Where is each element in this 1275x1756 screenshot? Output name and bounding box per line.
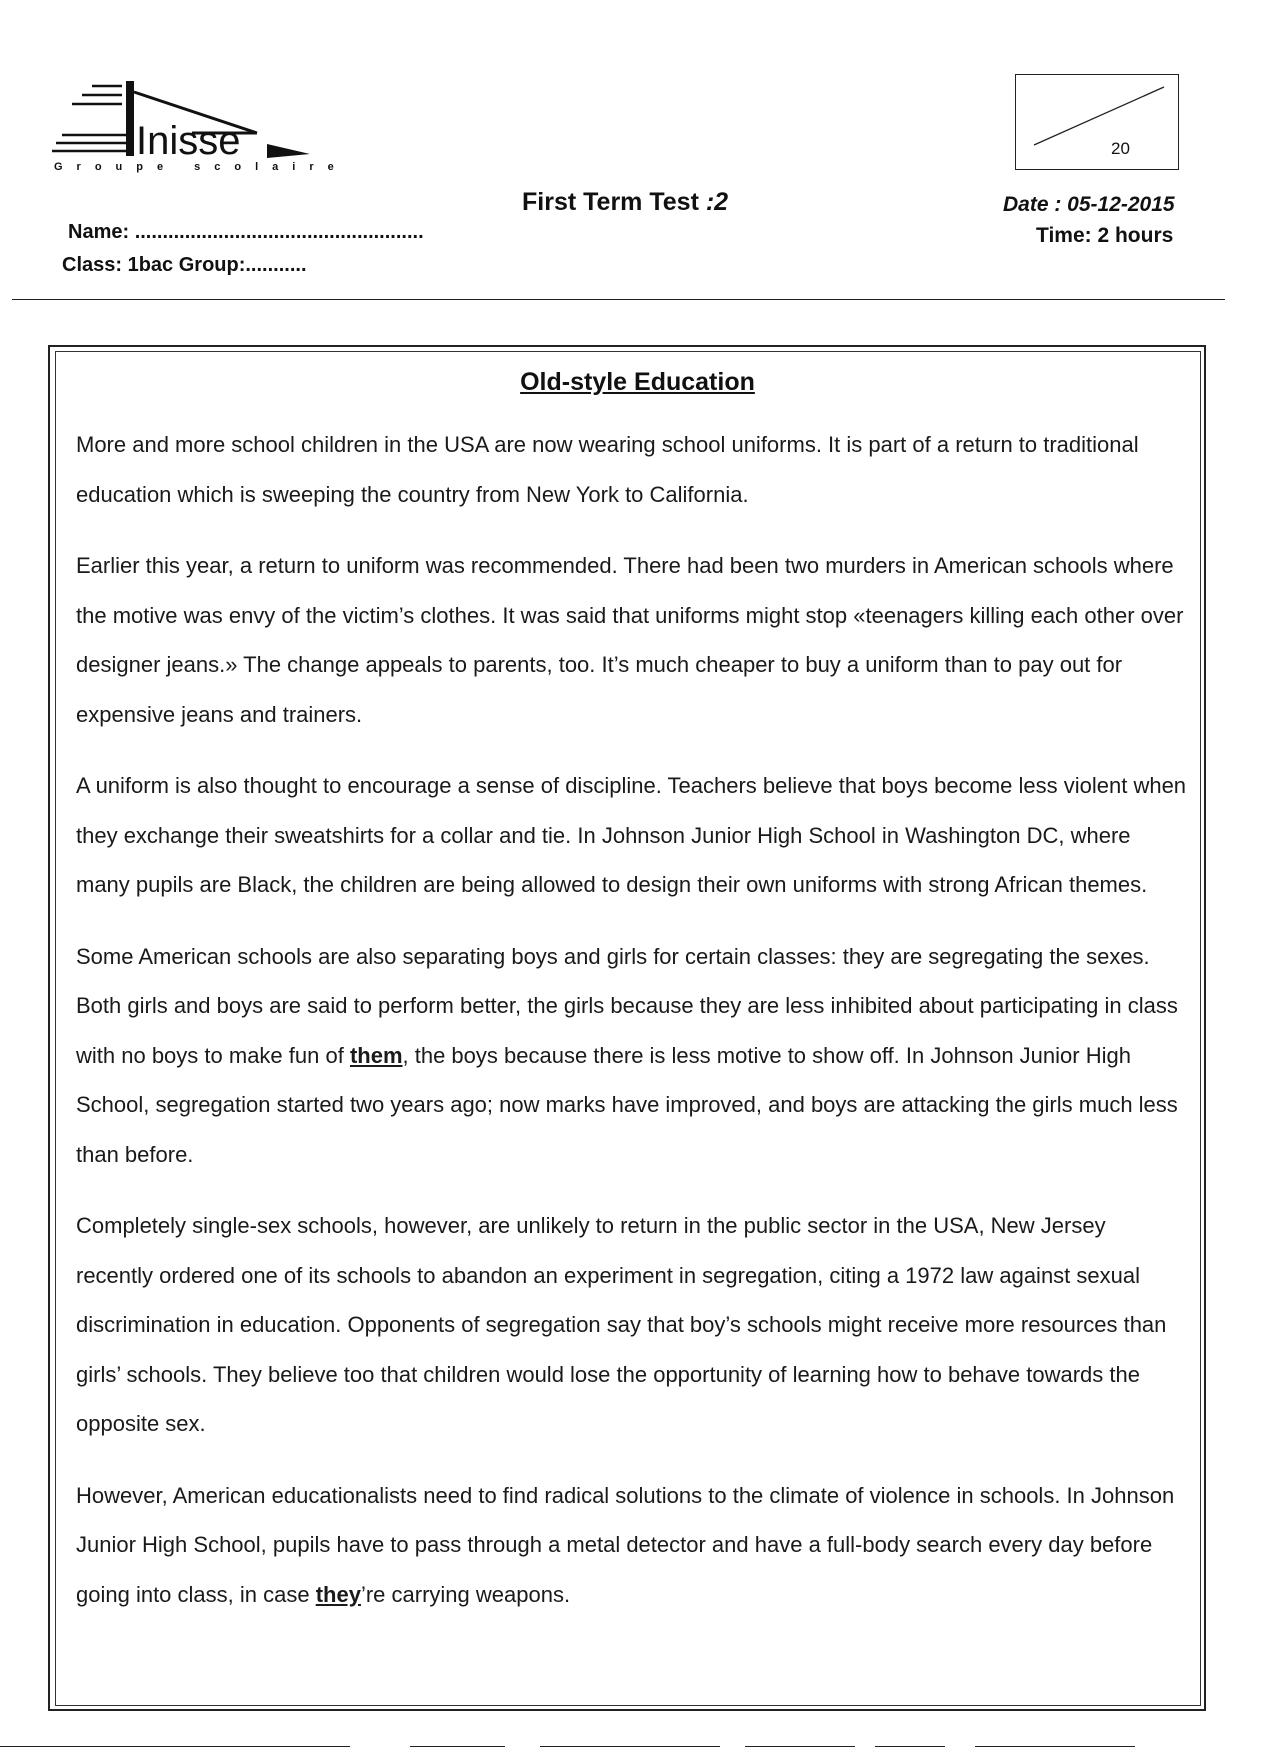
bottom-rule xyxy=(0,1746,1275,1752)
paragraph-6 xyxy=(76,1471,1188,1620)
reference-word-they: they xyxy=(315,1581,361,1607)
test-duration: Time: 2 hours xyxy=(1036,224,1174,247)
bottom-rule-segment xyxy=(410,1746,505,1747)
header-divider xyxy=(12,299,1225,300)
paragraph-2: Earlier this year, a return to uniform was recommended. There had been two murders in American schools where the motive was envy of the victim’s clothes. It was said that uniforms might stop «teenagers killing each other over designer jeans.» The change appeals to parents, too. It’s much cheaper to buy a uniform than to pay out for expensive jeans and trainers. xyxy=(76,553,1184,727)
test-date: Date : 05-12-2015 xyxy=(1003,193,1175,216)
reference-word-them: them xyxy=(349,1042,403,1068)
test-number: :2 xyxy=(705,188,729,216)
test-title-text: First Term Test xyxy=(522,188,699,216)
paragraph-6-part-a: However, American educationalists need to find radical solutions to the climate of violence in schools. In Johnson Junior High School, pupils have to pass through a metal detector and have a full-body search every day before going into class, in case xyxy=(76,1482,1175,1607)
paragraph-4-part-b: , the boys because there is less motive to show off. In Johnson Junior High School, segregation started two years ago; now marks have improved, and boys are attacking the girls much less than before. xyxy=(76,1042,1178,1167)
score-slash xyxy=(1016,75,1180,171)
score-box xyxy=(1015,74,1179,170)
paragraph-4-part-a: Some American schools are also separating boys and girls for certain classes: they are segregating the sexes. Both girls and boys are said to perform better, the girls because they are less inhibited about participating in class with no boys to make fun of xyxy=(76,943,1178,1068)
passage-title: Old-style Education xyxy=(520,368,755,396)
student-class-field[interactable]: Class: 1bac Group:........... xyxy=(62,254,307,276)
logo-tagline: Groupe scolaire xyxy=(54,161,348,173)
logo-graphic xyxy=(52,78,352,178)
score-total: 20 xyxy=(1111,139,1130,158)
logo-name: Inisse xyxy=(136,119,241,163)
paragraph-1: More and more school children in the USA are now wearing school uniforms. It is part of a return to traditional education which is sweeping the country from New York to California. xyxy=(76,432,1139,507)
bottom-rule-segment xyxy=(0,1746,350,1747)
bottom-rule-segment xyxy=(745,1746,855,1747)
student-name-field[interactable]: Name: .................................................... xyxy=(68,221,424,243)
paragraph-5: Completely single-sex schools, however, are unlikely to return in the public sector in the USA, New Jersey recently ordered one of its schools to abandon an experiment in segregation, citing a 1972 law against sexual discrimination in education. Opponents of segregation say that boy’s schools might receive more resources than girls’ schools. They believe too that children would lose the opportunity of learning how to behave towards the opposite sex. xyxy=(76,1213,1167,1436)
bottom-rule-segment xyxy=(875,1746,945,1747)
paragraph-6-part-b: ’re carrying weapons. xyxy=(360,1581,571,1607)
bottom-rule-segment xyxy=(975,1746,1135,1747)
paragraph-4 xyxy=(76,932,1188,1180)
paragraph-3: A uniform is also thought to encourage a sense of discipline. Teachers believe that boys become less violent when they exchange their sweatshirts for a collar and tie. In Johnson Junior High School in Washington DC, where many pupils are Black, the children are being allowed to design their own uniforms with strong African themes. xyxy=(76,773,1187,897)
test-title xyxy=(522,188,728,217)
school-logo xyxy=(52,78,352,178)
reading-passage xyxy=(76,420,1188,1641)
bottom-rule-segment xyxy=(540,1746,720,1747)
